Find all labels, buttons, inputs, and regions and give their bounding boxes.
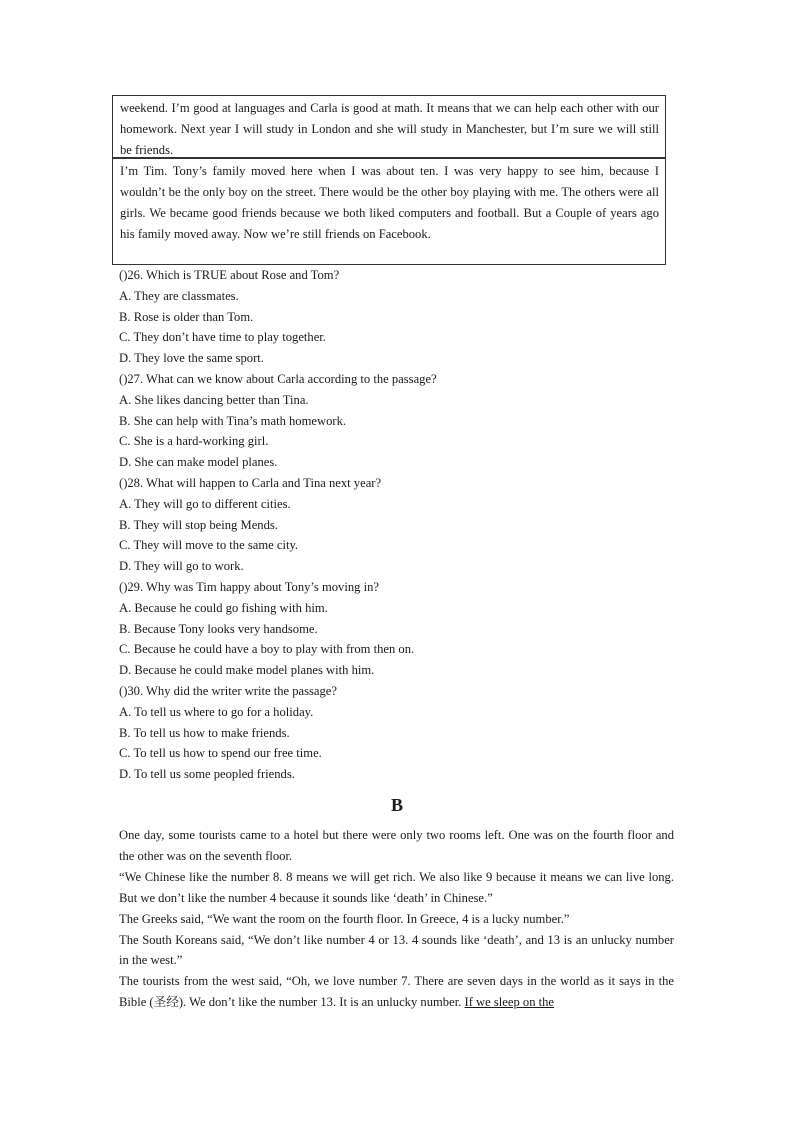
option: B. She can help with Tina’s math homework. [119, 413, 347, 428]
question-26: ()26. Which is TRUE about Rose and Tom? [119, 268, 340, 282]
option: B. Rose is older than Tom. [119, 309, 254, 324]
option: A. To tell us where to go for a holiday. [119, 704, 314, 719]
option: C. They will move to the same city. [119, 538, 299, 553]
option: B. Because Tony looks very handsome. [119, 621, 318, 636]
option: A. Because he could go fishing with him. [119, 600, 328, 615]
question-list [119, 265, 679, 785]
option: A. They will go to different cities. [119, 496, 291, 511]
option: C. To tell us how to spend our free time. [119, 746, 322, 761]
option: C. She is a hard-working girl. [119, 434, 269, 449]
option: D. They love the same sport. [119, 351, 264, 366]
passage-box-tim [112, 158, 666, 265]
underlined-sentence: If we sleep on the [464, 995, 555, 1010]
paragraph-text: The tourists from the west said, “Oh, we love number 7. There are seven days in the world as it says in the Bible (圣经). We don’t like the number 13. It is an unlucky number. [119, 974, 674, 1010]
option: C. Because he could have a boy to play with from then on. [119, 642, 415, 657]
option: D. Because he could make model planes with him. [119, 663, 375, 678]
option: B. To tell us how to make friends. [119, 725, 290, 740]
option: D. She can make model planes. [119, 455, 278, 470]
passage-box-carla [112, 95, 666, 158]
passage-b [119, 825, 674, 1013]
question-30: ()30. Why did the writer write the passage? [119, 683, 337, 698]
option: D. To tell us some peopled friends. [119, 767, 295, 782]
paragraph: The South Koreans said, “We don’t like number 4 or 13. 4 sounds like ‘death’, and 13 is an unlucky number in the west.” [119, 932, 674, 968]
option: D. They will go to work. [119, 559, 244, 574]
question-28: ()28. What will happen to Carla and Tina next year? [119, 475, 382, 490]
option: A. She likes dancing better than Tina. [119, 392, 309, 407]
option: C. They don’t have time to play together. [119, 330, 326, 345]
passage-box-carla-text: weekend. I’m good at languages and Carla is good at math. It means that we can help each other with our homework. Next year I will study in London and she will study in Manchester, but I’m sure we will still be friends. [120, 101, 659, 157]
paragraph: “We Chinese like the number 8. 8 means we will get rich. We also like 9 because it means we can live long. But we don’t like the number 4 because it sounds like ‘death’ in Chinese.” [119, 869, 674, 905]
passage-box-tim-text: I’m Tim. Tony’s family moved here when I was about ten. I was very happy to see him, because I wouldn’t be the only boy on the street. There would be the other boy playing with me. The others were all girls. We became good friends because we both liked computers and football. But a Couple of years ago his family moved away. Now we’re still friends on Facebook. [120, 164, 659, 241]
paragraph: One day, some tourists came to a hotel but there were only two rooms left. One was on the fourth floor and the other was on the seventh floor. [119, 828, 674, 863]
paragraph [119, 971, 674, 1013]
question-27: ()27. What can we know about Carla according to the passage? [119, 371, 437, 386]
paragraph: The Greeks said, “We want the room on the fourth floor. In Greece, 4 is a lucky number.” [119, 911, 570, 926]
question-29: ()29. Why was Tim happy about Tony’s moving in? [119, 579, 379, 594]
section-heading: B [390, 795, 403, 815]
option: B. They will stop being Mends. [119, 517, 278, 532]
option: A. They are classmates. [119, 288, 239, 303]
